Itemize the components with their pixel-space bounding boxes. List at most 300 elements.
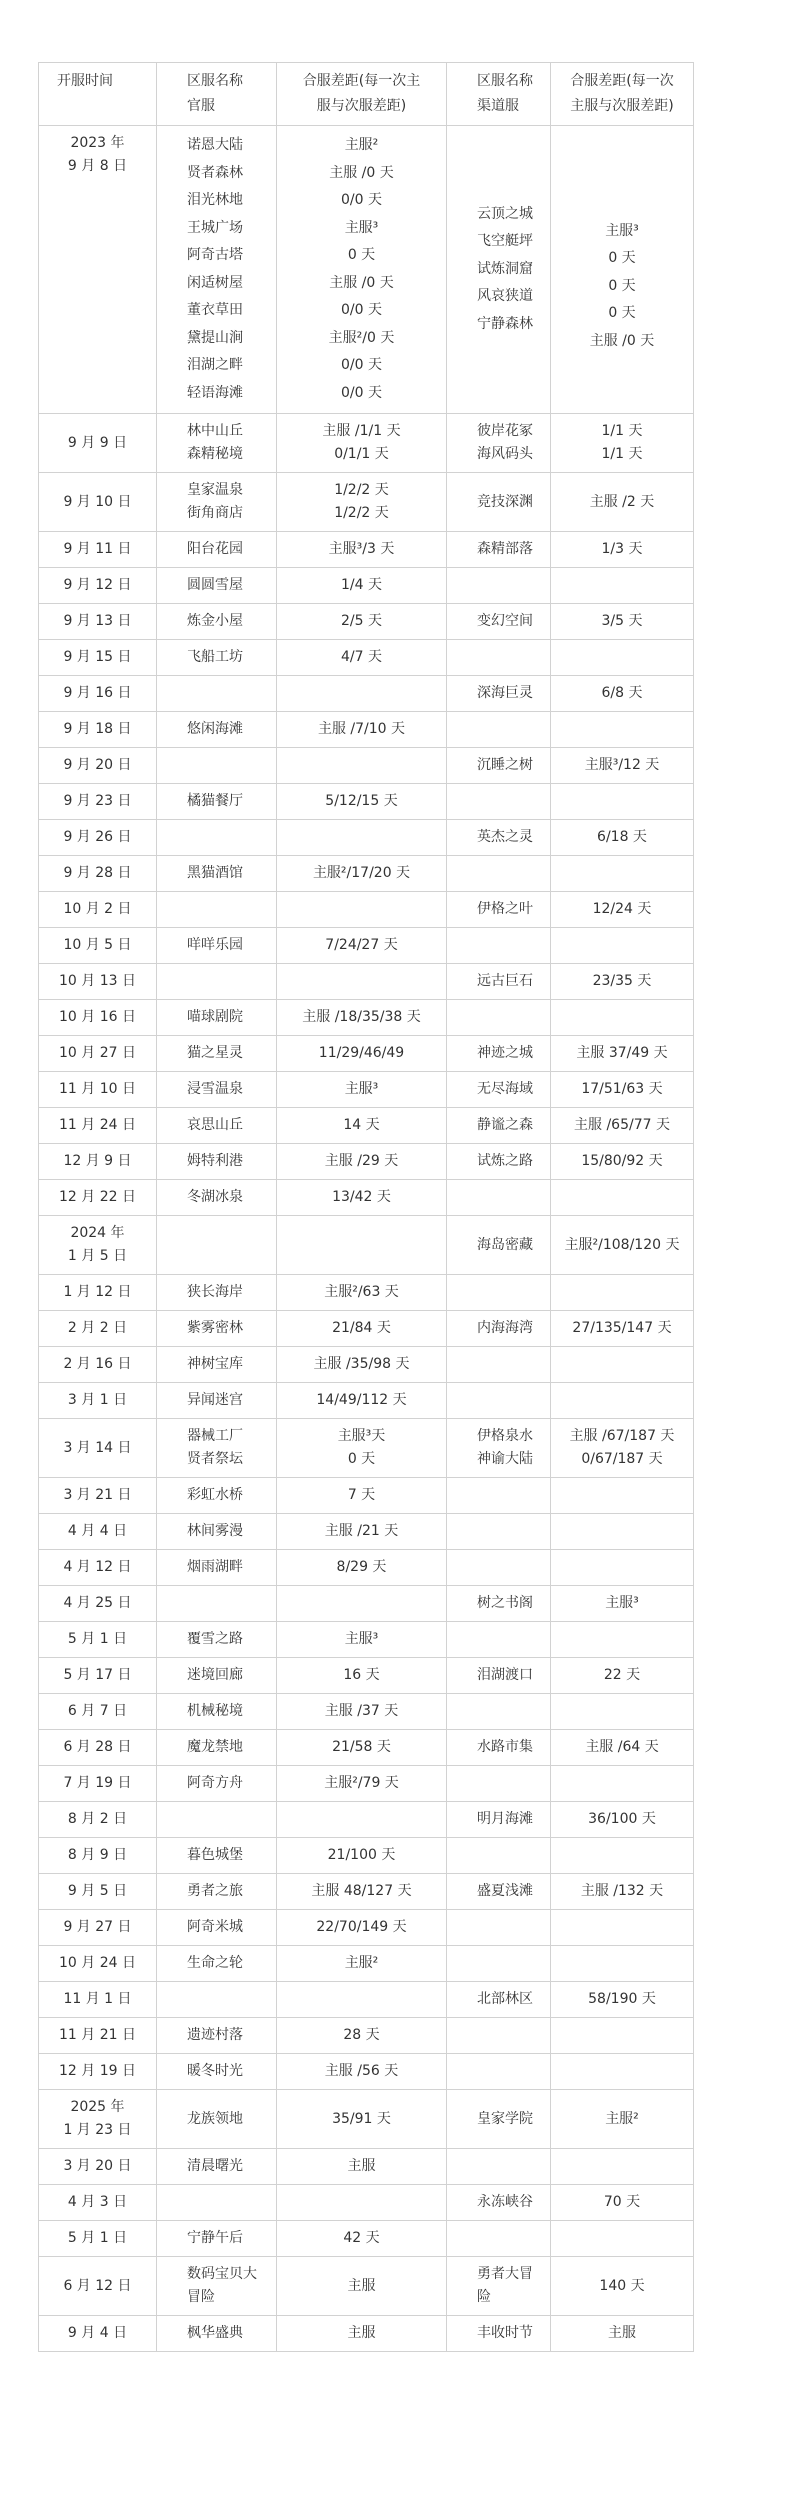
official-gap-cell	[277, 820, 447, 856]
open-date-text: 6 月 7 日	[67, 1703, 128, 1719]
channel-server-cell	[447, 1586, 551, 1622]
channel-server-text: 海岛密藏	[477, 1236, 533, 1253]
official-server-cell	[157, 1622, 277, 1658]
channel-gap-cell	[551, 712, 694, 748]
table-row	[39, 1072, 694, 1108]
official-gap-text: 主服²/63 天	[324, 1284, 399, 1300]
open-date-cell	[39, 820, 157, 856]
table-row	[39, 2316, 694, 2352]
channel-gap-cell	[551, 856, 694, 892]
table-row	[39, 2018, 694, 2054]
table-row	[39, 1383, 694, 1419]
channel-gap-text: 3/5 天	[601, 613, 643, 629]
channel-gap-cell	[551, 2054, 694, 2090]
official-gap-cell	[277, 1275, 447, 1311]
table-row	[39, 748, 694, 784]
official-server-text: 橘猫餐厅	[187, 793, 243, 809]
official-gap-text: 主服²	[344, 1955, 379, 1971]
channel-server-text: 彼岸花冢	[477, 423, 533, 439]
channel-server-cell	[447, 1180, 551, 1216]
official-server-cell	[157, 1383, 277, 1419]
open-date-cell	[39, 126, 157, 414]
official-server-cell	[157, 604, 277, 640]
channel-gap-cell	[551, 1658, 694, 1694]
channel-server-cell	[447, 1874, 551, 1910]
official-server-text: 哀思山丘	[187, 1117, 243, 1133]
channel-gap-cell	[551, 2221, 694, 2257]
open-date-cell	[39, 2257, 157, 2316]
official-gap-text: 21/58 天	[332, 1739, 391, 1755]
official-server-text: 数码宝贝大	[187, 2266, 257, 2282]
table-row	[39, 568, 694, 604]
channel-gap-cell	[551, 1694, 694, 1730]
official-gap-text: 1/2/2 天	[334, 482, 389, 498]
channel-server-cell	[447, 1550, 551, 1586]
official-server-text: 姆特利港	[187, 1153, 243, 1169]
official-server-cell	[157, 1766, 277, 1802]
channel-gap-cell	[551, 676, 694, 712]
channel-gap-text: 0/67/187 天	[581, 1451, 663, 1467]
official-server-cell	[157, 2018, 277, 2054]
channel-gap-cell	[551, 1144, 694, 1180]
official-gap-text: 主服 /56 天	[324, 2063, 399, 2079]
open-date-cell	[39, 1730, 157, 1766]
official-gap-cell	[277, 1347, 447, 1383]
channel-gap-text: 22 天	[603, 1667, 641, 1683]
open-date-text: 5 月 1 日	[67, 2230, 128, 2246]
official-server-text: 冒险	[187, 2289, 215, 2305]
official-gap-cell	[277, 1144, 447, 1180]
open-date-cell	[39, 784, 157, 820]
official-server-cell	[157, 748, 277, 784]
open-date-text: 10 月 2 日	[63, 901, 132, 917]
official-gap-text: 0/0 天	[341, 384, 382, 401]
channel-gap-text: 1/3 天	[601, 541, 643, 557]
official-server-text: 泪光林地	[187, 192, 243, 208]
channel-server-text: 变幻空间	[477, 613, 533, 629]
table-row	[39, 964, 694, 1000]
open-date-cell	[39, 1838, 157, 1874]
official-gap-cell	[277, 1216, 447, 1275]
channel-server-cell	[447, 964, 551, 1000]
header-open-date: 开服时间	[39, 63, 157, 126]
channel-server-cell	[447, 414, 551, 473]
official-server-cell	[157, 568, 277, 604]
official-gap-text: 主服	[347, 2158, 376, 2174]
open-date-text: 2023 年	[70, 135, 125, 151]
open-date-text: 4 月 25 日	[63, 1595, 132, 1611]
open-date-cell	[39, 2221, 157, 2257]
channel-server-cell	[447, 1838, 551, 1874]
open-date-text: 4 月 3 日	[67, 2194, 128, 2210]
channel-server-text: 盛夏浅滩	[477, 1883, 533, 1899]
channel-server-cell	[447, 1072, 551, 1108]
official-server-text: 黑猫酒馆	[187, 865, 243, 881]
open-date-cell	[39, 532, 157, 568]
channel-gap-cell	[551, 1946, 694, 1982]
official-server-text: 阿奇方舟	[187, 1775, 243, 1791]
channel-gap-text: 主服 /132 天	[580, 1883, 664, 1899]
channel-gap-text: 主服 /67/187 天	[569, 1428, 675, 1444]
official-gap-text: 22/70/149 天	[316, 1919, 407, 1935]
open-date-text: 8 月 2 日	[67, 1811, 128, 1827]
open-date-cell	[39, 2316, 157, 2352]
channel-server-text: 海风码头	[477, 446, 533, 462]
open-date-text: 9 月 18 日	[63, 721, 132, 737]
official-gap-text: 主服 /35/98 天	[313, 1356, 410, 1372]
open-date-text: 9 月 13 日	[63, 613, 132, 629]
open-date-cell	[39, 1874, 157, 1910]
channel-gap-cell	[551, 1586, 694, 1622]
official-server-text: 暮色城堡	[187, 1847, 243, 1863]
open-date-cell	[39, 928, 157, 964]
channel-gap-cell	[551, 892, 694, 928]
channel-gap-text: 140 天	[599, 2277, 645, 2294]
table-row	[39, 1658, 694, 1694]
official-server-cell	[157, 856, 277, 892]
channel-gap-text: 0 天	[608, 250, 636, 267]
open-date-cell	[39, 1766, 157, 1802]
official-server-cell	[157, 712, 277, 748]
channel-server-text: 风哀狭道	[477, 288, 533, 305]
official-server-cell	[157, 2185, 277, 2221]
official-gap-text: 主服	[347, 2277, 376, 2294]
channel-server-text: 无尽海域	[477, 1081, 533, 1097]
channel-gap-cell	[551, 1802, 694, 1838]
channel-server-text: 树之书阁	[477, 1595, 533, 1611]
open-date-text: 5 月 1 日	[67, 1631, 128, 1647]
channel-gap-cell	[551, 1838, 694, 1874]
official-server-cell	[157, 2257, 277, 2316]
channel-gap-cell	[551, 1766, 694, 1802]
open-date-cell	[39, 568, 157, 604]
channel-server-cell	[447, 1802, 551, 1838]
official-gap-cell	[277, 126, 447, 414]
channel-server-cell	[447, 784, 551, 820]
open-date-text: 1 月 5 日	[67, 1248, 128, 1264]
channel-server-text: 永冻峡谷	[477, 2194, 533, 2210]
official-server-text: 诺恩大陆	[187, 137, 243, 153]
channel-gap-text: 6/8 天	[601, 685, 643, 701]
official-server-text: 彩虹水桥	[187, 1487, 243, 1503]
open-date-cell	[39, 856, 157, 892]
official-server-cell	[157, 2054, 277, 2090]
official-gap-cell	[277, 1838, 447, 1874]
channel-gap-cell	[551, 473, 694, 532]
official-server-text: 泪湖之畔	[187, 357, 243, 373]
open-date-text: 10 月 13 日	[59, 973, 136, 989]
channel-server-text: 皇家学院	[477, 2110, 533, 2127]
official-server-text: 森精秘境	[187, 446, 243, 462]
official-gap-cell	[277, 1478, 447, 1514]
channel-server-text: 勇者大冒	[477, 2266, 533, 2282]
channel-server-text: 森精部落	[477, 541, 533, 557]
official-server-cell	[157, 1982, 277, 2018]
open-date-text: 9 月 23 日	[63, 793, 132, 809]
open-date-text: 9 月 15 日	[63, 649, 132, 665]
official-gap-cell	[277, 2090, 447, 2149]
channel-gap-text: 6/18 天	[597, 829, 647, 845]
official-server-cell	[157, 784, 277, 820]
channel-server-text: 深海巨灵	[477, 685, 533, 701]
table-row	[39, 1275, 694, 1311]
official-server-cell	[157, 1514, 277, 1550]
official-server-text: 皇家温泉	[187, 482, 243, 498]
table-row	[39, 1802, 694, 1838]
official-gap-cell	[277, 964, 447, 1000]
official-gap-text: 0/0 天	[341, 302, 382, 318]
table-row	[39, 712, 694, 748]
server-merge-table	[38, 62, 694, 2352]
official-gap-cell	[277, 640, 447, 676]
official-server-cell	[157, 892, 277, 928]
official-gap-cell	[277, 1694, 447, 1730]
open-date-text: 9 月 16 日	[63, 685, 132, 701]
official-gap-cell	[277, 1982, 447, 2018]
table-row	[39, 1478, 694, 1514]
channel-server-text: 沉睡之树	[477, 757, 533, 773]
channel-server-cell	[447, 640, 551, 676]
channel-server-cell	[447, 1036, 551, 1072]
open-date-text: 9 月 10 日	[63, 493, 132, 510]
open-date-cell	[39, 1478, 157, 1514]
channel-gap-cell	[551, 1514, 694, 1550]
channel-server-cell	[447, 1730, 551, 1766]
official-server-cell	[157, 1000, 277, 1036]
official-gap-cell	[277, 712, 447, 748]
official-server-cell	[157, 1946, 277, 1982]
channel-gap-text: 主服 /2 天	[589, 493, 655, 510]
channel-server-cell	[447, 1108, 551, 1144]
official-server-cell	[157, 414, 277, 473]
open-date-cell	[39, 1982, 157, 2018]
channel-server-cell	[447, 892, 551, 928]
official-gap-cell	[277, 1000, 447, 1036]
official-gap-text: 主服²	[344, 137, 379, 153]
official-gap-text: 主服 /21 天	[324, 1523, 399, 1539]
table-row	[39, 1622, 694, 1658]
table-row	[39, 1419, 694, 1478]
channel-server-text: 伊格泉水	[477, 1428, 533, 1444]
channel-gap-cell	[551, 964, 694, 1000]
channel-server-cell	[447, 1275, 551, 1311]
table-row	[39, 856, 694, 892]
open-date-cell	[39, 1694, 157, 1730]
open-date-text: 12 月 19 日	[59, 2063, 136, 2079]
official-gap-cell	[277, 1383, 447, 1419]
official-server-text: 贤者祭坛	[187, 1451, 243, 1467]
channel-gap-cell	[551, 640, 694, 676]
official-gap-cell	[277, 1910, 447, 1946]
open-date-text: 2 月 2 日	[67, 1320, 128, 1336]
open-date-text: 10 月 5 日	[63, 937, 132, 953]
channel-server-text: 内海海湾	[477, 1320, 533, 1336]
official-server-cell	[157, 2316, 277, 2352]
open-date-text: 7 月 19 日	[63, 1775, 132, 1791]
official-gap-cell	[277, 604, 447, 640]
official-server-text: 清晨曙光	[187, 2158, 243, 2174]
channel-server-cell	[447, 2185, 551, 2221]
channel-server-cell	[447, 532, 551, 568]
official-server-cell	[157, 1419, 277, 1478]
open-date-cell	[39, 1144, 157, 1180]
channel-gap-text: 主服²/108/120 天	[564, 1236, 680, 1253]
official-gap-cell	[277, 1946, 447, 1982]
open-date-cell	[39, 712, 157, 748]
table-row	[39, 1108, 694, 1144]
official-gap-text: 主服 /1/1 天	[322, 423, 401, 439]
official-gap-cell	[277, 1730, 447, 1766]
channel-gap-text: 58/190 天	[588, 1991, 656, 2007]
channel-server-text: 险	[477, 2289, 491, 2305]
channel-gap-cell	[551, 2316, 694, 2352]
channel-server-cell	[447, 1514, 551, 1550]
open-date-cell	[39, 1514, 157, 1550]
channel-gap-text: 27/135/147 天	[572, 1320, 672, 1336]
official-server-cell	[157, 1838, 277, 1874]
official-gap-cell	[277, 1766, 447, 1802]
open-date-cell	[39, 1658, 157, 1694]
open-date-cell	[39, 1383, 157, 1419]
open-date-cell	[39, 2185, 157, 2221]
official-gap-text: 主服 /7/10 天	[317, 721, 406, 737]
official-gap-cell	[277, 473, 447, 532]
open-date-text: 10 月 24 日	[59, 1955, 136, 1971]
channel-server-text: 静谧之森	[477, 1117, 533, 1133]
open-date-cell	[39, 473, 157, 532]
official-server-text: 迷境回廊	[187, 1667, 243, 1683]
official-server-text: 浸雪温泉	[187, 1081, 243, 1097]
open-date-text: 1 月 12 日	[63, 1284, 132, 1300]
table-row	[39, 1766, 694, 1802]
official-server-text: 龙族领地	[187, 2110, 243, 2127]
table-row	[39, 1347, 694, 1383]
channel-gap-text: 0 天	[608, 277, 636, 294]
official-gap-text: 28 天	[343, 2027, 380, 2043]
official-gap-cell	[277, 2054, 447, 2090]
open-date-cell	[39, 1622, 157, 1658]
channel-gap-cell	[551, 1347, 694, 1383]
channel-gap-cell	[551, 2185, 694, 2221]
official-gap-cell	[277, 748, 447, 784]
official-server-cell	[157, 964, 277, 1000]
open-date-cell	[39, 1347, 157, 1383]
official-gap-text: 7/24/27 天	[325, 937, 398, 953]
channel-server-text: 丰收时节	[477, 2325, 533, 2341]
channel-gap-text: 主服³	[605, 222, 639, 239]
channel-gap-text: 主服	[608, 2325, 636, 2341]
open-date-text: 9 月 4 日	[67, 2325, 128, 2341]
open-date-text: 3 月 21 日	[63, 1487, 132, 1503]
official-gap-text: 8/29 天	[336, 1559, 387, 1575]
official-server-cell	[157, 676, 277, 712]
official-gap-text: 主服 48/127 天	[311, 1883, 412, 1899]
official-server-cell	[157, 2221, 277, 2257]
channel-gap-cell	[551, 568, 694, 604]
official-server-cell	[157, 1478, 277, 1514]
official-server-cell	[157, 1586, 277, 1622]
official-gap-text: 主服	[347, 2325, 376, 2341]
open-date-cell	[39, 604, 157, 640]
table-row	[39, 784, 694, 820]
channel-gap-cell	[551, 532, 694, 568]
official-server-text: 黛提山涧	[187, 329, 243, 346]
open-date-text: 1 月 23 日	[63, 2122, 132, 2138]
official-gap-text: 0 天	[347, 247, 376, 263]
open-date-text: 9 月 8 日	[67, 158, 128, 174]
official-gap-text: 14 天	[343, 1117, 380, 1133]
channel-server-cell	[447, 1766, 551, 1802]
open-date-text: 9 月 9 日	[67, 434, 128, 451]
official-gap-cell	[277, 2316, 447, 2352]
channel-server-cell	[447, 1910, 551, 1946]
open-date-text: 2024 年	[70, 1225, 125, 1241]
open-date-text: 2 月 16 日	[63, 1356, 132, 1372]
channel-gap-text: 主服 /64 天	[585, 1739, 659, 1755]
open-date-text: 11 月 1 日	[63, 1991, 132, 2007]
official-server-text: 咩咩乐园	[187, 937, 243, 953]
official-gap-cell	[277, 892, 447, 928]
table-row	[39, 820, 694, 856]
channel-gap-cell	[551, 1000, 694, 1036]
official-server-text: 炼金小屋	[187, 613, 243, 629]
official-server-cell	[157, 1275, 277, 1311]
channel-gap-cell	[551, 1036, 694, 1072]
channel-gap-cell	[551, 784, 694, 820]
channel-server-cell	[447, 1383, 551, 1419]
channel-server-cell	[447, 748, 551, 784]
official-server-text: 圆圆雪屋	[187, 577, 243, 593]
official-gap-text: 1/4 天	[341, 577, 382, 593]
official-server-text: 阳台花园	[187, 541, 243, 557]
open-date-cell	[39, 1946, 157, 1982]
table-row	[39, 1982, 694, 2018]
channel-server-cell	[447, 712, 551, 748]
open-date-cell	[39, 2054, 157, 2090]
channel-server-cell	[447, 820, 551, 856]
official-gap-cell	[277, 2018, 447, 2054]
open-date-cell	[39, 1910, 157, 1946]
official-server-text: 贤者森林	[187, 164, 243, 181]
official-gap-cell	[277, 784, 447, 820]
channel-gap-text: 1/1 天	[601, 446, 643, 462]
channel-gap-cell	[551, 126, 694, 414]
channel-server-text: 云顶之城	[477, 205, 533, 222]
channel-gap-text: 主服 37/49 天	[576, 1045, 668, 1061]
official-gap-text: 0 天	[347, 1451, 376, 1467]
official-server-text: 机械秘境	[187, 1703, 243, 1719]
channel-server-cell	[447, 2090, 551, 2149]
table-row	[39, 604, 694, 640]
official-gap-cell	[277, 1108, 447, 1144]
official-gap-cell	[277, 414, 447, 473]
official-gap-cell	[277, 2221, 447, 2257]
open-date-text: 10 月 16 日	[59, 1009, 136, 1025]
official-gap-text: 21/84 天	[332, 1320, 391, 1336]
channel-server-cell	[447, 676, 551, 712]
official-server-text: 紫雾密林	[187, 1320, 243, 1336]
official-server-text: 覆雪之路	[187, 1631, 243, 1647]
official-server-cell	[157, 1694, 277, 1730]
official-gap-cell	[277, 1311, 447, 1347]
official-server-cell	[157, 126, 277, 414]
channel-server-cell	[447, 1216, 551, 1275]
open-date-text: 4 月 4 日	[67, 1523, 128, 1539]
channel-server-cell	[447, 568, 551, 604]
official-server-cell	[157, 2090, 277, 2149]
official-gap-cell	[277, 1802, 447, 1838]
open-date-cell	[39, 1036, 157, 1072]
